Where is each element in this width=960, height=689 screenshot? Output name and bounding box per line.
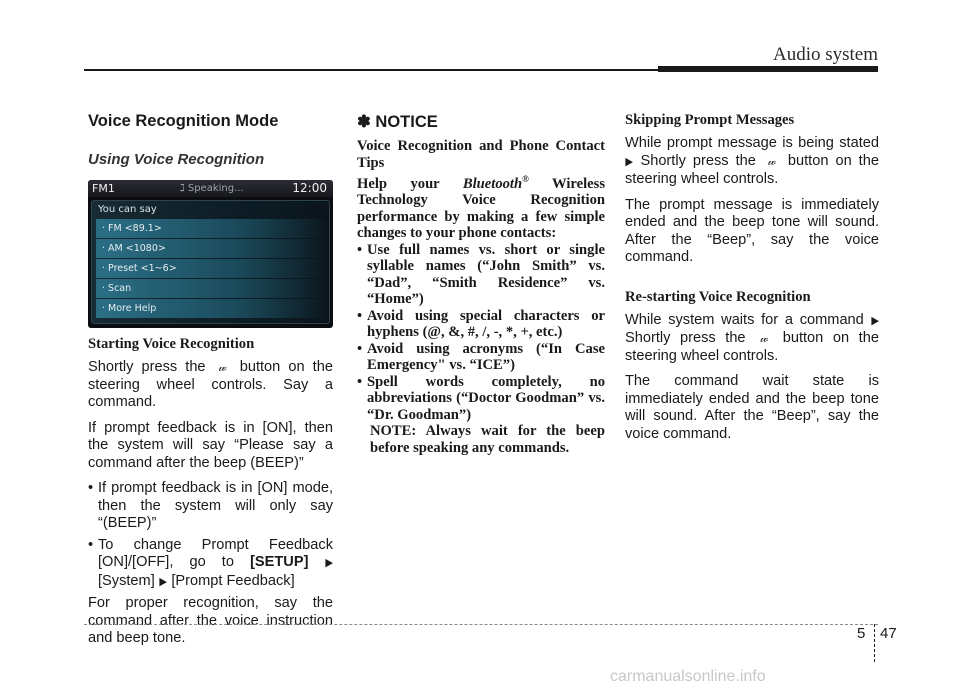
text-run: While prompt message is being stated <box>625 135 879 151</box>
header-rule-accent <box>658 66 878 72</box>
list-item: • If prompt feedback is in [ON] mode, then the system will only say “(BEEP)” <box>88 480 333 531</box>
recognition-paragraph: For proper recognition, say the command after the voice instruction and beep tone. <box>88 595 333 646</box>
feedback-bullets <box>88 480 333 591</box>
notice-help <box>357 171 605 242</box>
restarting-result-paragraph: The command wait state is immediately ended and the beep tone will sound. After the “Beep”, say the voice command. <box>625 373 879 442</box>
text-run: [System] <box>98 572 155 589</box>
screen-command-item: · AM <1080> <box>96 239 328 258</box>
screen-command-item: · More Help <box>96 299 328 318</box>
text-run: If prompt feedback is in [ON] mode, then the system will only say “(BEEP)” <box>98 480 333 531</box>
screen-clock: 12:00 <box>292 181 327 195</box>
list-item: • Spell words completely, no abbreviations (“Doctor Goodman” vs. “Dr. Goodman”) <box>357 373 605 423</box>
text-run: button on the steering wheel controls. Say a command. <box>88 359 333 410</box>
arrow-right-icon: ▶ <box>324 557 333 569</box>
section-number: 5 <box>857 625 866 642</box>
text-run: Shortly press the <box>88 359 206 375</box>
text-run: To change Prompt Feedback [ON]/[OFF], go to <box>98 536 333 570</box>
screen-status-bar <box>88 180 333 197</box>
skipping-paragraph <box>625 135 879 189</box>
notice-title: ✽ NOTICE <box>357 113 438 131</box>
feedback-paragraph: If prompt feedback is in [ON], then the system will say “Please say a command after the beep (BEEP)” <box>88 419 333 471</box>
screen-command-item: · FM <89.1> <box>96 219 328 238</box>
list-item: • To change Prompt Feedback [ON]/[OFF], go to [SETUP] ▶ [System] ▶ [Prompt Feedback] <box>88 537 333 592</box>
text-run: button on the steering wheel controls. <box>625 330 879 364</box>
screen-prompt: You can say <box>98 204 157 215</box>
screen-command-item: · Preset <1~6> <box>96 259 328 278</box>
bluetooth-brand: Bluetooth <box>462 175 523 192</box>
list-item: • Avoid using special characters or hyphens (@, &, #, /, -, *, +, etc.) <box>357 307 605 341</box>
page-number: 47 <box>880 625 897 642</box>
voice-button-icon: 𝓌 <box>767 153 777 168</box>
page-number-divider <box>874 624 875 662</box>
arrow-right-icon: ▶ <box>625 155 634 168</box>
starting-heading: Starting Voice Recognition <box>88 336 255 352</box>
voice-button-icon: 𝓌 <box>759 331 769 345</box>
skipping-heading: Skipping Prompt Messages <box>625 112 795 128</box>
screen-command-item: · Scan <box>96 279 328 298</box>
screen-band-label: FM1 <box>92 182 115 195</box>
list-item: • Use full names vs. short or single syllable names (“John Smith” vs. “Dad”, “Smith Residence” vs. “Home”) <box>357 241 605 308</box>
text-run: Spell words completely, no abbreviations (“Doctor Goodman” vs. “Dr. Goodman”) <box>367 373 605 423</box>
text-run: Avoid using special characters or hyphens (@, &, #, /, -, *, +, etc.) <box>367 307 605 341</box>
watermark-text: carmanualsonline.info <box>610 668 766 685</box>
text-run: While system waits for a command <box>625 311 864 328</box>
skipping-result-paragraph: The prompt message is immediately ended and the beep tone will sound. After the “Beep”, say the voice command. <box>625 196 879 265</box>
footer-rule <box>84 624 878 625</box>
restarting-paragraph <box>625 312 879 366</box>
head-unit-screen-image <box>88 180 333 328</box>
column-prompt-control <box>625 112 879 451</box>
setup-key-label: [SETUP] <box>250 554 309 570</box>
section-title: Voice Recognition Mode <box>88 112 279 130</box>
notice-tips <box>357 242 605 424</box>
arrow-right-icon: ▶ <box>870 314 879 327</box>
text-run: [Prompt Feedback] <box>171 572 295 589</box>
notice-note: NOTE: Always wait for the beep before speaking any commands. <box>370 423 605 456</box>
speaking-icon: ℷ <box>180 183 188 194</box>
registered-mark: ® <box>522 174 529 184</box>
running-header: Audio system <box>772 44 878 65</box>
text-run: Shortly press the <box>625 330 746 346</box>
subsection-title: Using Voice Recognition <box>88 151 265 168</box>
text-run: Shortly press the <box>640 152 756 169</box>
restarting-heading: Re-starting Voice Recognition <box>625 288 811 305</box>
list-item: • Avoid using acronyms (“In Case Emergency" vs. “ICE”) <box>357 340 605 374</box>
arrow-right-icon: ▶ <box>159 575 167 588</box>
notice-intro: Voice Recognition and Phone Contact Tips <box>357 138 605 171</box>
screen-speaking-status <box>180 183 244 194</box>
voice-button-icon: 𝓌 <box>218 360 227 374</box>
starting-paragraph <box>88 359 333 412</box>
text-run: Avoid using acronyms (“In Case Emergency" vs. “ICE”) <box>367 340 605 374</box>
screen-command-panel <box>91 200 330 324</box>
text-run: Wireless Technology Voice Recognition performance by making a few simple changes to your phone contacts: <box>357 175 606 242</box>
column-notice <box>357 112 605 456</box>
text-run: button on the steering wheel controls. <box>625 152 879 187</box>
text-run: Help your <box>357 175 440 192</box>
screen-status-text: Speaking... <box>187 183 244 194</box>
column-voice-recognition <box>88 112 333 656</box>
text-run: Use full names vs. short or single syllable names (“John Smith” vs. “Dad”, “Smith Residence” vs. “Home”) <box>367 241 605 308</box>
